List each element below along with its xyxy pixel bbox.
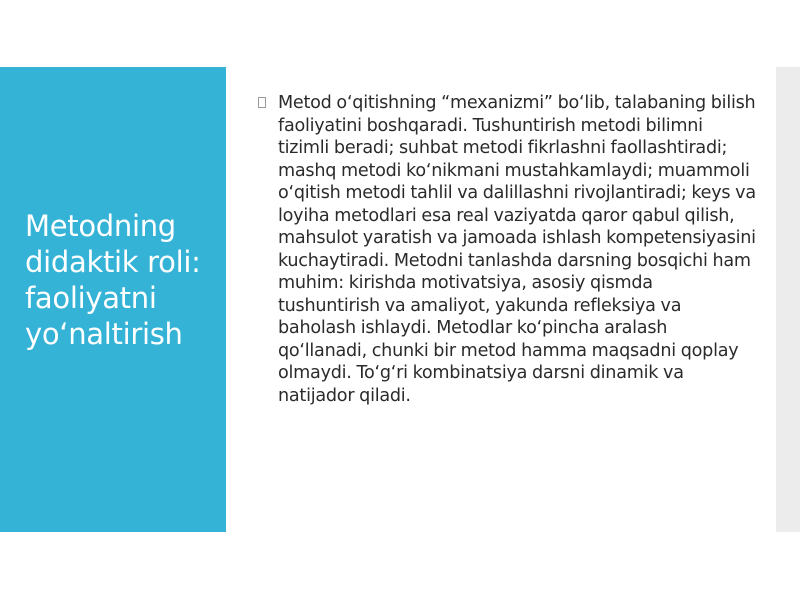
bullet-item — [258, 92, 758, 407]
side-strip — [776, 67, 800, 532]
slide-content — [258, 92, 758, 407]
slide-title: Metodning didaktik roli: faoliyatni yo‘naltirish — [25, 209, 201, 351]
bullet-marker-icon — [258, 97, 266, 108]
bullet-text: Metod o‘qitishning “mexanizmi” bo‘lib, talabaning bilish faoliyatini boshqaradi. Tushuntirish metodi bilimni tizimli beradi; suhbat metodi fikrlashni faollashtiradi; mashq metodi ko‘nikmani mustahkamlaydi; muammoli o‘qitish metodi tahlil va dalillashni rivojlantiradi; keys va loyiha metodlari esa real vaziyatda qaror qabul qilish, mahsulot yaratish va jamoada ishlash kompetensiyasini kuchaytiradi. Metodni tanlashda darsning bosqichi ham muhim: kirishda motivatsiya, asosiy qismda tushuntirish va amaliyot, yakunda refleksiya va baholash ishlaydi. Metodlar ko‘pincha aralash qo‘llanadi, chunki bir metod hamma maqsadni qoplay olmaydi. To‘g‘ri kombinatsiya darsni dinamik va natijador qiladi. — [278, 93, 756, 406]
